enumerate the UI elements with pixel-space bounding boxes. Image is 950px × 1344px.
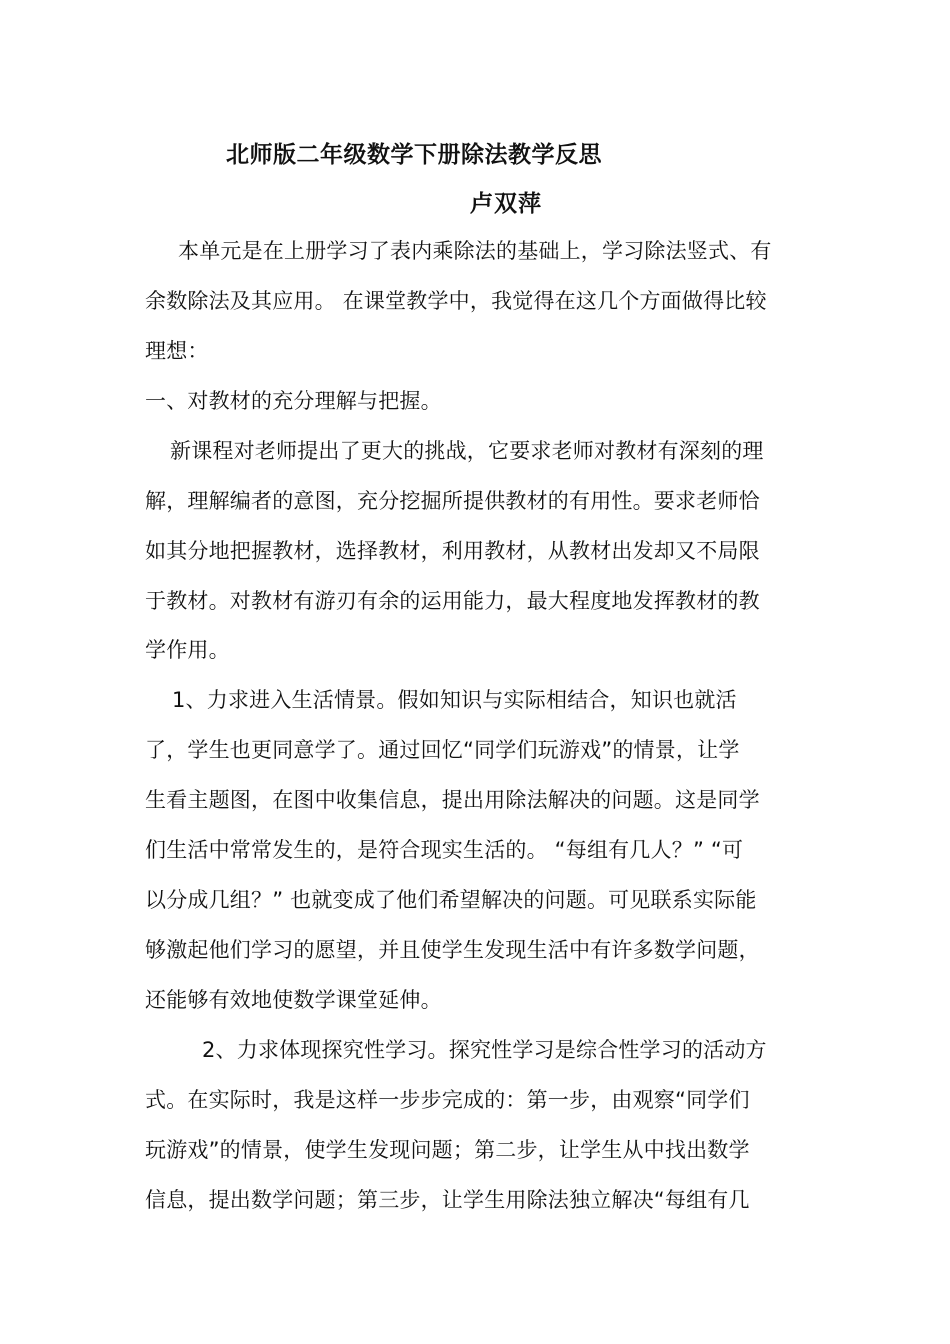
section-heading: 一、对教材的充分理解与把握。 xyxy=(145,389,442,413)
paragraph-line: 理想： xyxy=(145,339,209,363)
paragraph-line: 玩游戏”的情景，使学生发现问题；第二步，让学生从中找出数学 xyxy=(145,1138,750,1162)
paragraph-line: 2、力求体现探究性学习。探究性学习是综合性学习的活动方 xyxy=(202,1038,767,1062)
paragraph-line: 生看主题图，在图中收集信息，提出用除法解决的问题。这是同学 xyxy=(145,788,760,812)
paragraph-line: 以分成几组？” 也就变成了他们希望解决的问题。可见联系实际能 xyxy=(145,888,757,912)
paragraph-line: 信息，提出数学问题；第三步，让学生用除法独立解决“每组有几 xyxy=(145,1188,750,1212)
paragraph-line: 新课程对老师提出了更大的挑战，它要求老师对教材有深刻的理 xyxy=(170,439,764,463)
paragraph-line: 式。在实际时，我是这样一步步完成的：第一步，由观察“同学们 xyxy=(145,1088,750,1112)
paragraph-line: 了，学生也更同意学了。通过回忆“同学们玩游戏”的情景，让学 xyxy=(145,738,740,762)
paragraph-line: 们生活中常常发生的，是符合现实生活的。 “每组有几人？” “可 xyxy=(145,838,744,862)
paragraph-line: 如其分地把握教材，选择教材，利用教材，从教材出发却又不局限 xyxy=(145,539,760,563)
document-title: 北师版二年级数学下册除法教学反思 xyxy=(226,142,602,168)
paragraph-line: 本单元是在上册学习了表内乘除法的基础上，学习除法竖式、有 xyxy=(178,239,772,263)
document-author: 卢双萍 xyxy=(470,191,542,217)
paragraph-line: 于教材。对教材有游刃有余的运用能力，最大程度地发挥教材的教 xyxy=(145,589,760,613)
paragraph-line: 余数除法及其应用。 在课堂教学中，我觉得在这几个方面做得比较 xyxy=(145,289,767,313)
paragraph-line: 学作用。 xyxy=(145,638,230,662)
paragraph-line: 解，理解编者的意图，充分挖掘所提供教材的有用性。要求老师恰 xyxy=(145,489,760,513)
paragraph-line: 还能够有效地使数学课堂延伸。 xyxy=(145,988,442,1012)
paragraph-line: 1、力求进入生活情景。假如知识与实际相结合，知识也就活 xyxy=(172,688,737,712)
paragraph-line: 够激起他们学习的愿望，并且使学生发现生活中有许多数学问题， xyxy=(145,938,760,962)
